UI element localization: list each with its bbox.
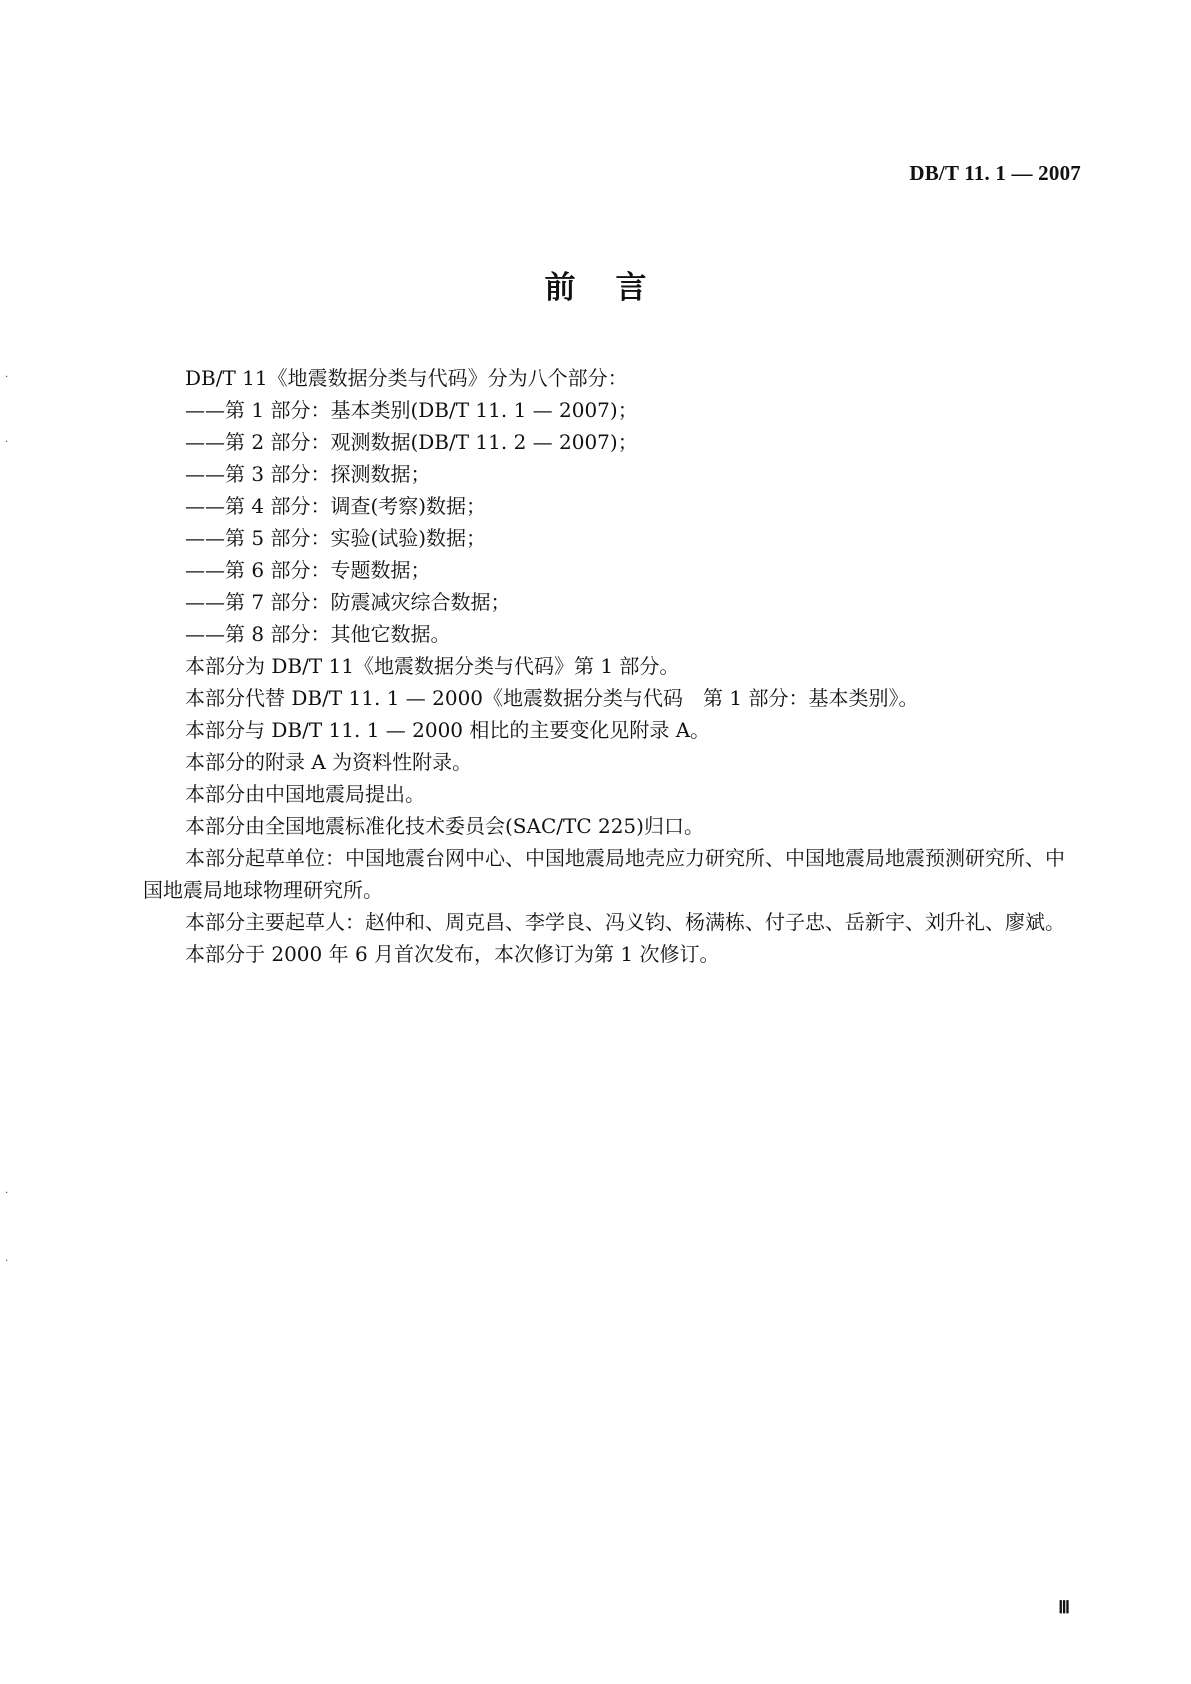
scan-artifact: ·	[5, 437, 9, 448]
part-list-item: ——第 6 部分：专题数据；	[185, 558, 431, 582]
page-title: 前言	[544, 270, 687, 306]
part-list-item: ——第 5 部分：实验(试验)数据；	[185, 526, 487, 550]
paragraph: 本部分由中国地震局提出。	[185, 782, 425, 806]
scan-artifact: ·	[5, 372, 9, 383]
scan-artifact: ·	[5, 1188, 9, 1199]
paragraph: 本部分的附录 A 为资料性附录。	[185, 750, 473, 774]
paragraph: 本部分于 2000 年 6 月首次发布，本次修订为第 1 次修订。	[185, 942, 720, 966]
part-list-item: ——第 7 部分：防震减灾综合数据；	[185, 590, 511, 614]
part-list-item: ——第 8 部分：其他它数据。	[185, 622, 451, 646]
paragraph-drafting-units: 本部分起草单位：中国地震台网中心、中国地震局地壳应力研究所、中国地震局地震预测研究所、中国地震局地球物理研究所。	[143, 846, 1065, 902]
paragraph: 本部分由全国地震标准化技术委员会(SAC/TC 225)归口。	[185, 814, 704, 838]
foreword-body	[143, 362, 1083, 970]
part-list-item: ——第 2 部分：观测数据(DB/T 11. 2 — 2007)；	[185, 430, 638, 454]
scan-artifact: ·	[5, 1256, 9, 1267]
part-list-item: ——第 1 部分：基本类别(DB/T 11. 1 — 2007)；	[185, 398, 638, 422]
intro-line: DB/T 11《地震数据分类与代码》分为八个部分：	[185, 366, 628, 390]
paragraph-drafters: 本部分主要起草人：赵仲和、周克昌、李学良、冯义钧、杨满栋、付子忠、岳新宇、刘升礼、廖斌。	[185, 910, 1065, 934]
part-list-item: ——第 4 部分：调查(考察)数据；	[185, 494, 487, 518]
part-list-item: ——第 3 部分：探测数据；	[185, 462, 431, 486]
paragraph: 本部分与 DB/T 11. 1 — 2000 相比的主要变化见附录 A。	[185, 718, 711, 742]
page-number: Ⅲ	[1058, 1598, 1070, 1617]
paragraph: 本部分代替 DB/T 11. 1 — 2000《地震数据分类与代码 第 1 部分：基本类别》。	[185, 686, 919, 710]
paragraph: 本部分为 DB/T 11《地震数据分类与代码》第 1 部分。	[185, 654, 680, 678]
standard-code: DB/T 11. 1 — 2007	[909, 161, 1081, 185]
